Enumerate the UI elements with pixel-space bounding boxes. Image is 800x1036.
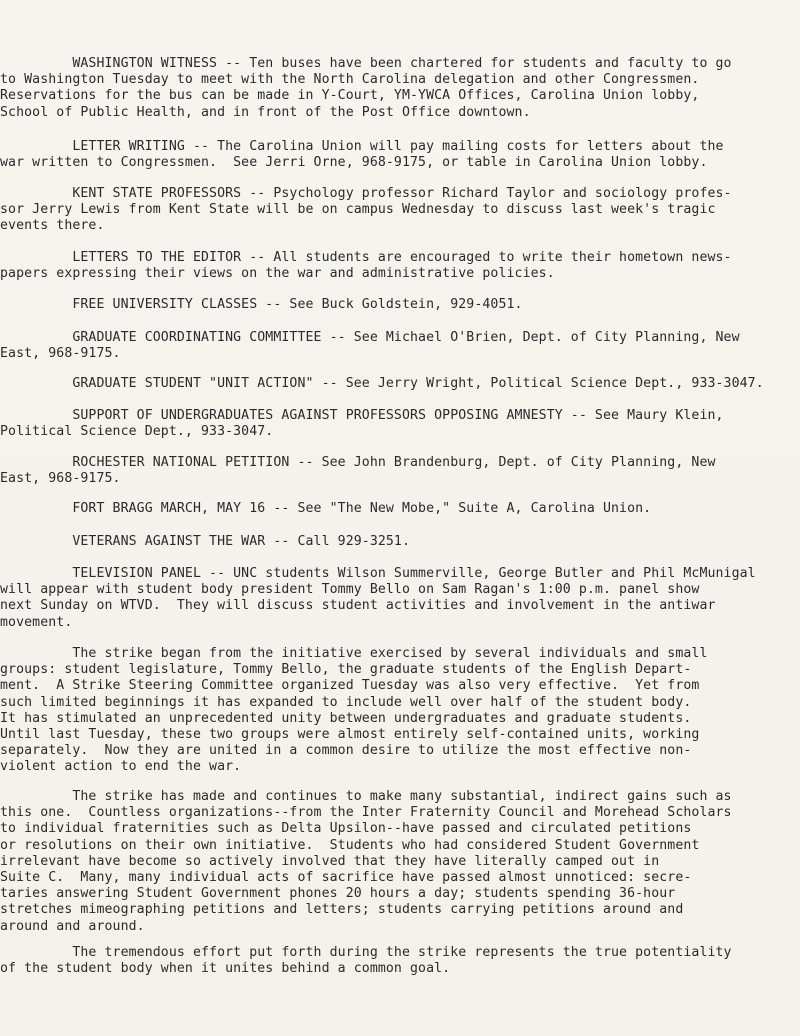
text-line: papers expressing their views on the war and administrative policies. — [0, 266, 555, 282]
text-line: to individual fraternities such as Delta Upsilon--have passed and circulated petitions — [0, 821, 692, 837]
text-line: VETERANS AGAINST THE WAR -- Call 929-3251. — [0, 534, 411, 549]
text-line: Until last Tuesday, these two groups were almost entirely self-contained units, working — [0, 727, 700, 743]
text-line: ment. A Strike Steering Committee organized Tuesday was also very effective. Yet from — [0, 678, 700, 694]
paragraph-support-of-undergraduates — [0, 408, 724, 440]
text-line: of the student body when it unites behind a common goal. — [0, 961, 451, 977]
text-line: LETTER WRITING -- The Carolina Union will pay mailing costs for letters about the — [0, 139, 724, 154]
text-line: movement. — [0, 614, 73, 630]
text-line: will appear with student body president Tommy Bello on Sam Ragan's 1:00 p.m. panel show — [0, 582, 700, 598]
text-line: The strike began from the initiative exercised by several individuals and small — [0, 646, 708, 661]
text-line: East, 968-9175. — [0, 346, 121, 362]
text-line: LETTERS TO THE EDITOR -- All students are encouraged to write their hometown news- — [0, 250, 732, 265]
paragraph-letter-writing — [0, 139, 724, 171]
text-line: School of Public Health, and in front of the Post Office downtown. — [0, 104, 531, 120]
text-line: The tremendous effort put forth during the strike represents the true potentiality — [0, 945, 732, 960]
text-line: GRADUATE STUDENT "UNIT ACTION" -- See Jerry Wright, Political Science Dept., 933-3047. — [0, 376, 764, 391]
text-line: The strike has made and continues to make many substantial, indirect gains such as — [0, 789, 732, 804]
text-line: or resolutions on their own initiative. Students who had considered Student Government — [0, 837, 700, 853]
text-line: war written to Congressmen. See Jerri Orne, 968-9175, or table in Carolina Union lobby. — [0, 155, 708, 171]
text-line: Reservations for the bus can be made in Y-Court, YM-YWCA Offices, Carolina Union lobby, — [0, 88, 700, 104]
text-line: WASHINGTON WITNESS -- Ten buses have been chartered for students and faculty to go — [0, 56, 732, 71]
paragraph-strike-began — [0, 646, 707, 776]
paragraph-washington-witness — [0, 56, 732, 121]
text-line: violent action to end the war. — [0, 759, 242, 775]
text-line: separately. Now they are united in a common desire to utilize the most effective non- — [0, 743, 692, 759]
paragraph-letters-to-the-editor — [0, 250, 732, 282]
text-line: to Washington Tuesday to meet with the North Carolina delegation and other Congressmen. — [0, 72, 700, 88]
text-line: FREE UNIVERSITY CLASSES -- See Buck Goldstein, 929-4051. — [0, 297, 523, 312]
paragraph-kent-state-professors — [0, 186, 732, 235]
paragraph-free-university-classes — [0, 297, 523, 313]
text-line: Political Science Dept., 933-3047. — [0, 424, 274, 440]
paragraph-tremendous-effort — [0, 945, 732, 977]
text-line: groups: student legislature, Tommy Bello, the graduate students of the English Depart- — [0, 662, 692, 678]
text-line: TELEVISION PANEL -- UNC students Wilson Summerville, George Butler and Phil McMunigal — [0, 566, 756, 581]
text-line: irrelevant have become so actively involved that they have literally camped out in — [0, 853, 660, 869]
text-line: GRADUATE COORDINATING COMMITTEE -- See Michael O'Brien, Dept. of City Planning, New — [0, 330, 740, 345]
text-line: such limited beginnings it has expanded to include well over half of the student body. — [0, 694, 692, 710]
paragraph-rochester-national-petition — [0, 455, 716, 487]
text-line: KENT STATE PROFESSORS -- Psychology professor Richard Taylor and sociology profes- — [0, 186, 732, 201]
paragraph-strike-gains — [0, 789, 732, 935]
text-line: taries answering Student Government phones 20 hours a day; students spending 36-hour — [0, 886, 676, 902]
paragraph-graduate-student-unit-action — [0, 376, 764, 392]
text-line: sor Jerry Lewis from Kent State will be on campus Wednesday to discuss last week's tragic — [0, 202, 716, 218]
text-line: around and around. — [0, 918, 145, 934]
paragraph-veterans-against-the-war — [0, 534, 410, 550]
text-line: this one. Countless organizations--from the Inter Fraternity Council and Morehead Scholars — [0, 805, 732, 821]
paragraph-television-panel — [0, 566, 756, 631]
text-line: next Sunday on WTVD. They will discuss student activities and involvement in the antiwar — [0, 598, 716, 614]
text-line: SUPPORT OF UNDERGRADUATES AGAINST PROFESSORS OPPOSING AMNESTY -- See Maury Klein, — [0, 408, 724, 423]
text-line: Suite C. Many, many individual acts of sacrifice have passed almost unnoticed: secre- — [0, 870, 692, 886]
text-line: East, 968-9175. — [0, 471, 121, 487]
text-line: It has stimulated an unprecedented unity between undergraduates and graduate students. — [0, 710, 692, 726]
text-line: events there. — [0, 218, 105, 234]
paragraph-graduate-coordinating-committee — [0, 330, 740, 362]
text-line: ROCHESTER NATIONAL PETITION -- See John Brandenburg, Dept. of City Planning, New — [0, 455, 716, 470]
text-line: stretches mimeographing petitions and letters; students carrying petitions around and — [0, 902, 684, 918]
text-line: FORT BRAGG MARCH, MAY 16 -- See "The New Mobe," Suite A, Carolina Union. — [0, 501, 652, 516]
paragraph-fort-bragg-march — [0, 501, 651, 517]
